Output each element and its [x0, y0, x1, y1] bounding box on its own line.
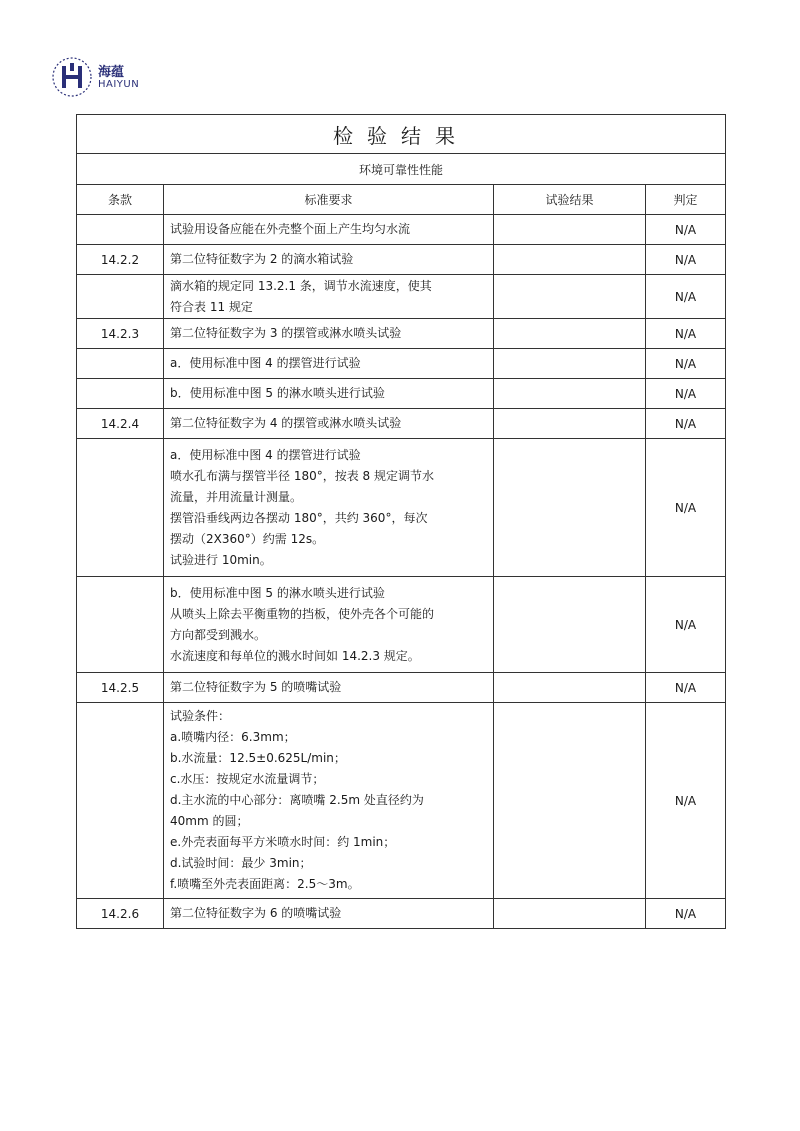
clause-cell	[77, 703, 164, 899]
column-header-verdict: 判定	[646, 185, 726, 215]
requirement-cell	[164, 409, 494, 439]
table-row	[77, 439, 726, 577]
clause-cell	[77, 275, 164, 319]
verdict-cell: N/A	[646, 245, 726, 275]
table-body	[77, 215, 726, 929]
inspection-results-table	[76, 114, 726, 929]
result-cell	[494, 673, 646, 703]
requirement-line: c.水压：按规定水流量调节；	[170, 772, 325, 786]
requirement-line: 水流速度和每单位的溅水时间如 14.2.3 规定。	[170, 648, 420, 663]
requirement-line: 第二位特征数字为 5 的喷嘴试验	[170, 680, 342, 694]
requirement-cell	[164, 319, 494, 349]
clause-cell: 14.2.5	[77, 673, 164, 703]
table-row	[77, 319, 726, 349]
requirement-line: 方向都受到溅水。	[170, 627, 267, 642]
result-cell	[494, 703, 646, 899]
logo-english-name: HAIYUN	[98, 79, 140, 90]
table-row	[77, 349, 726, 379]
requirement-line: 从喷头上除去平衡重物的挡板，使外壳各个可能的	[170, 606, 435, 621]
verdict-cell: N/A	[646, 577, 726, 673]
requirement-line: 第二位特征数字为 6 的喷嘴试验	[170, 906, 342, 920]
clause-cell: 14.2.2	[77, 245, 164, 275]
clause-cell	[77, 349, 164, 379]
result-cell	[494, 439, 646, 577]
requirement-line: 流量，并用流量计测量。	[170, 489, 303, 504]
requirement-line: 摆动（2X360°）约需 12s。	[170, 531, 325, 546]
requirement-cell	[164, 439, 494, 577]
result-cell	[494, 899, 646, 929]
requirement-line: 试验条件：	[170, 709, 231, 723]
clause-cell	[77, 379, 164, 409]
requirement-cell	[164, 349, 494, 379]
requirement-line: b．使用标准中图 5 的淋水喷头进行试验	[170, 386, 385, 400]
requirement-line: a．使用标准中图 4 的摆管进行试验	[170, 356, 361, 370]
requirement-line: e.外壳表面每平方米喷水时间：约 1min；	[170, 835, 396, 849]
verdict-cell: N/A	[646, 673, 726, 703]
requirement-cell	[164, 899, 494, 929]
requirement-line: 第二位特征数字为 4 的摆管或淋水喷头试验	[170, 416, 402, 430]
requirement-line: d.主水流的中心部分：离喷嘴 2.5m 处直径约为	[170, 793, 424, 807]
result-cell	[494, 379, 646, 409]
table-row	[77, 379, 726, 409]
table-row	[77, 275, 726, 319]
column-header-result: 试验结果	[494, 185, 646, 215]
result-cell	[494, 245, 646, 275]
verdict-cell: N/A	[646, 899, 726, 929]
verdict-cell: N/A	[646, 703, 726, 899]
requirement-line: d.试验时间：最少 3min；	[170, 856, 312, 870]
requirement-line: 第二位特征数字为 2 的滴水箱试验	[170, 252, 354, 266]
requirement-line: 喷水孔布满与摆管半径 180°，按表 8 规定调节水	[170, 468, 434, 483]
column-header-requirement: 标准要求	[164, 185, 494, 215]
verdict-cell: N/A	[646, 409, 726, 439]
result-cell	[494, 577, 646, 673]
table-row	[77, 409, 726, 439]
requirement-line: 40mm 的圆；	[170, 814, 249, 828]
table-row	[77, 577, 726, 673]
requirement-cell	[164, 379, 494, 409]
requirement-line: a．使用标准中图 4 的摆管进行试验	[170, 447, 361, 462]
result-cell	[494, 349, 646, 379]
table-row	[77, 703, 726, 899]
clause-cell: 14.2.3	[77, 319, 164, 349]
verdict-cell: N/A	[646, 439, 726, 577]
requirement-cell	[164, 673, 494, 703]
clause-cell: 14.2.6	[77, 899, 164, 929]
result-cell	[494, 275, 646, 319]
requirement-line: 滴水箱的规定同 13.2.1 条，调节水流速度，使其	[170, 278, 432, 293]
logo-chinese-name: 海蕴	[98, 65, 125, 80]
table-row	[77, 899, 726, 929]
report-title: 检验结果	[77, 115, 726, 154]
haiyun-logo-icon	[50, 55, 94, 99]
requirement-cell	[164, 275, 494, 319]
column-header-clause: 条款	[77, 185, 164, 215]
requirement-line: b．使用标准中图 5 的淋水喷头进行试验	[170, 585, 385, 600]
clause-cell	[77, 215, 164, 245]
verdict-cell: N/A	[646, 215, 726, 245]
requirement-line: b.水流量：12.5±0.625L/min；	[170, 751, 346, 765]
requirement-line: 第二位特征数字为 3 的摆管或淋水喷头试验	[170, 326, 402, 340]
clause-cell	[77, 439, 164, 577]
verdict-cell: N/A	[646, 349, 726, 379]
requirement-line: a.喷嘴内径：6.3mm；	[170, 730, 296, 744]
requirement-cell	[164, 577, 494, 673]
requirement-line: 试验用设备应能在外壳整个面上产生均匀水流	[170, 222, 411, 236]
verdict-cell: N/A	[646, 379, 726, 409]
table-row	[77, 245, 726, 275]
company-logo	[50, 55, 150, 105]
result-cell	[494, 319, 646, 349]
section-title: 环境可靠性性能	[77, 154, 726, 185]
result-cell	[494, 409, 646, 439]
clause-cell	[77, 577, 164, 673]
requirement-line: 摆管沿垂线两边各摆动 180°，共约 360°，每次	[170, 510, 428, 525]
table-row	[77, 673, 726, 703]
requirement-cell	[164, 215, 494, 245]
verdict-cell: N/A	[646, 319, 726, 349]
clause-cell: 14.2.4	[77, 409, 164, 439]
requirement-cell	[164, 245, 494, 275]
table-row	[77, 215, 726, 245]
result-cell	[494, 215, 646, 245]
requirement-line: 符合表 11 规定	[170, 299, 253, 314]
verdict-cell: N/A	[646, 275, 726, 319]
requirement-line: 试验进行 10min。	[170, 552, 272, 567]
requirement-cell	[164, 703, 494, 899]
requirement-line: f.喷嘴至外壳表面距离：2.5～3m。	[170, 877, 360, 891]
